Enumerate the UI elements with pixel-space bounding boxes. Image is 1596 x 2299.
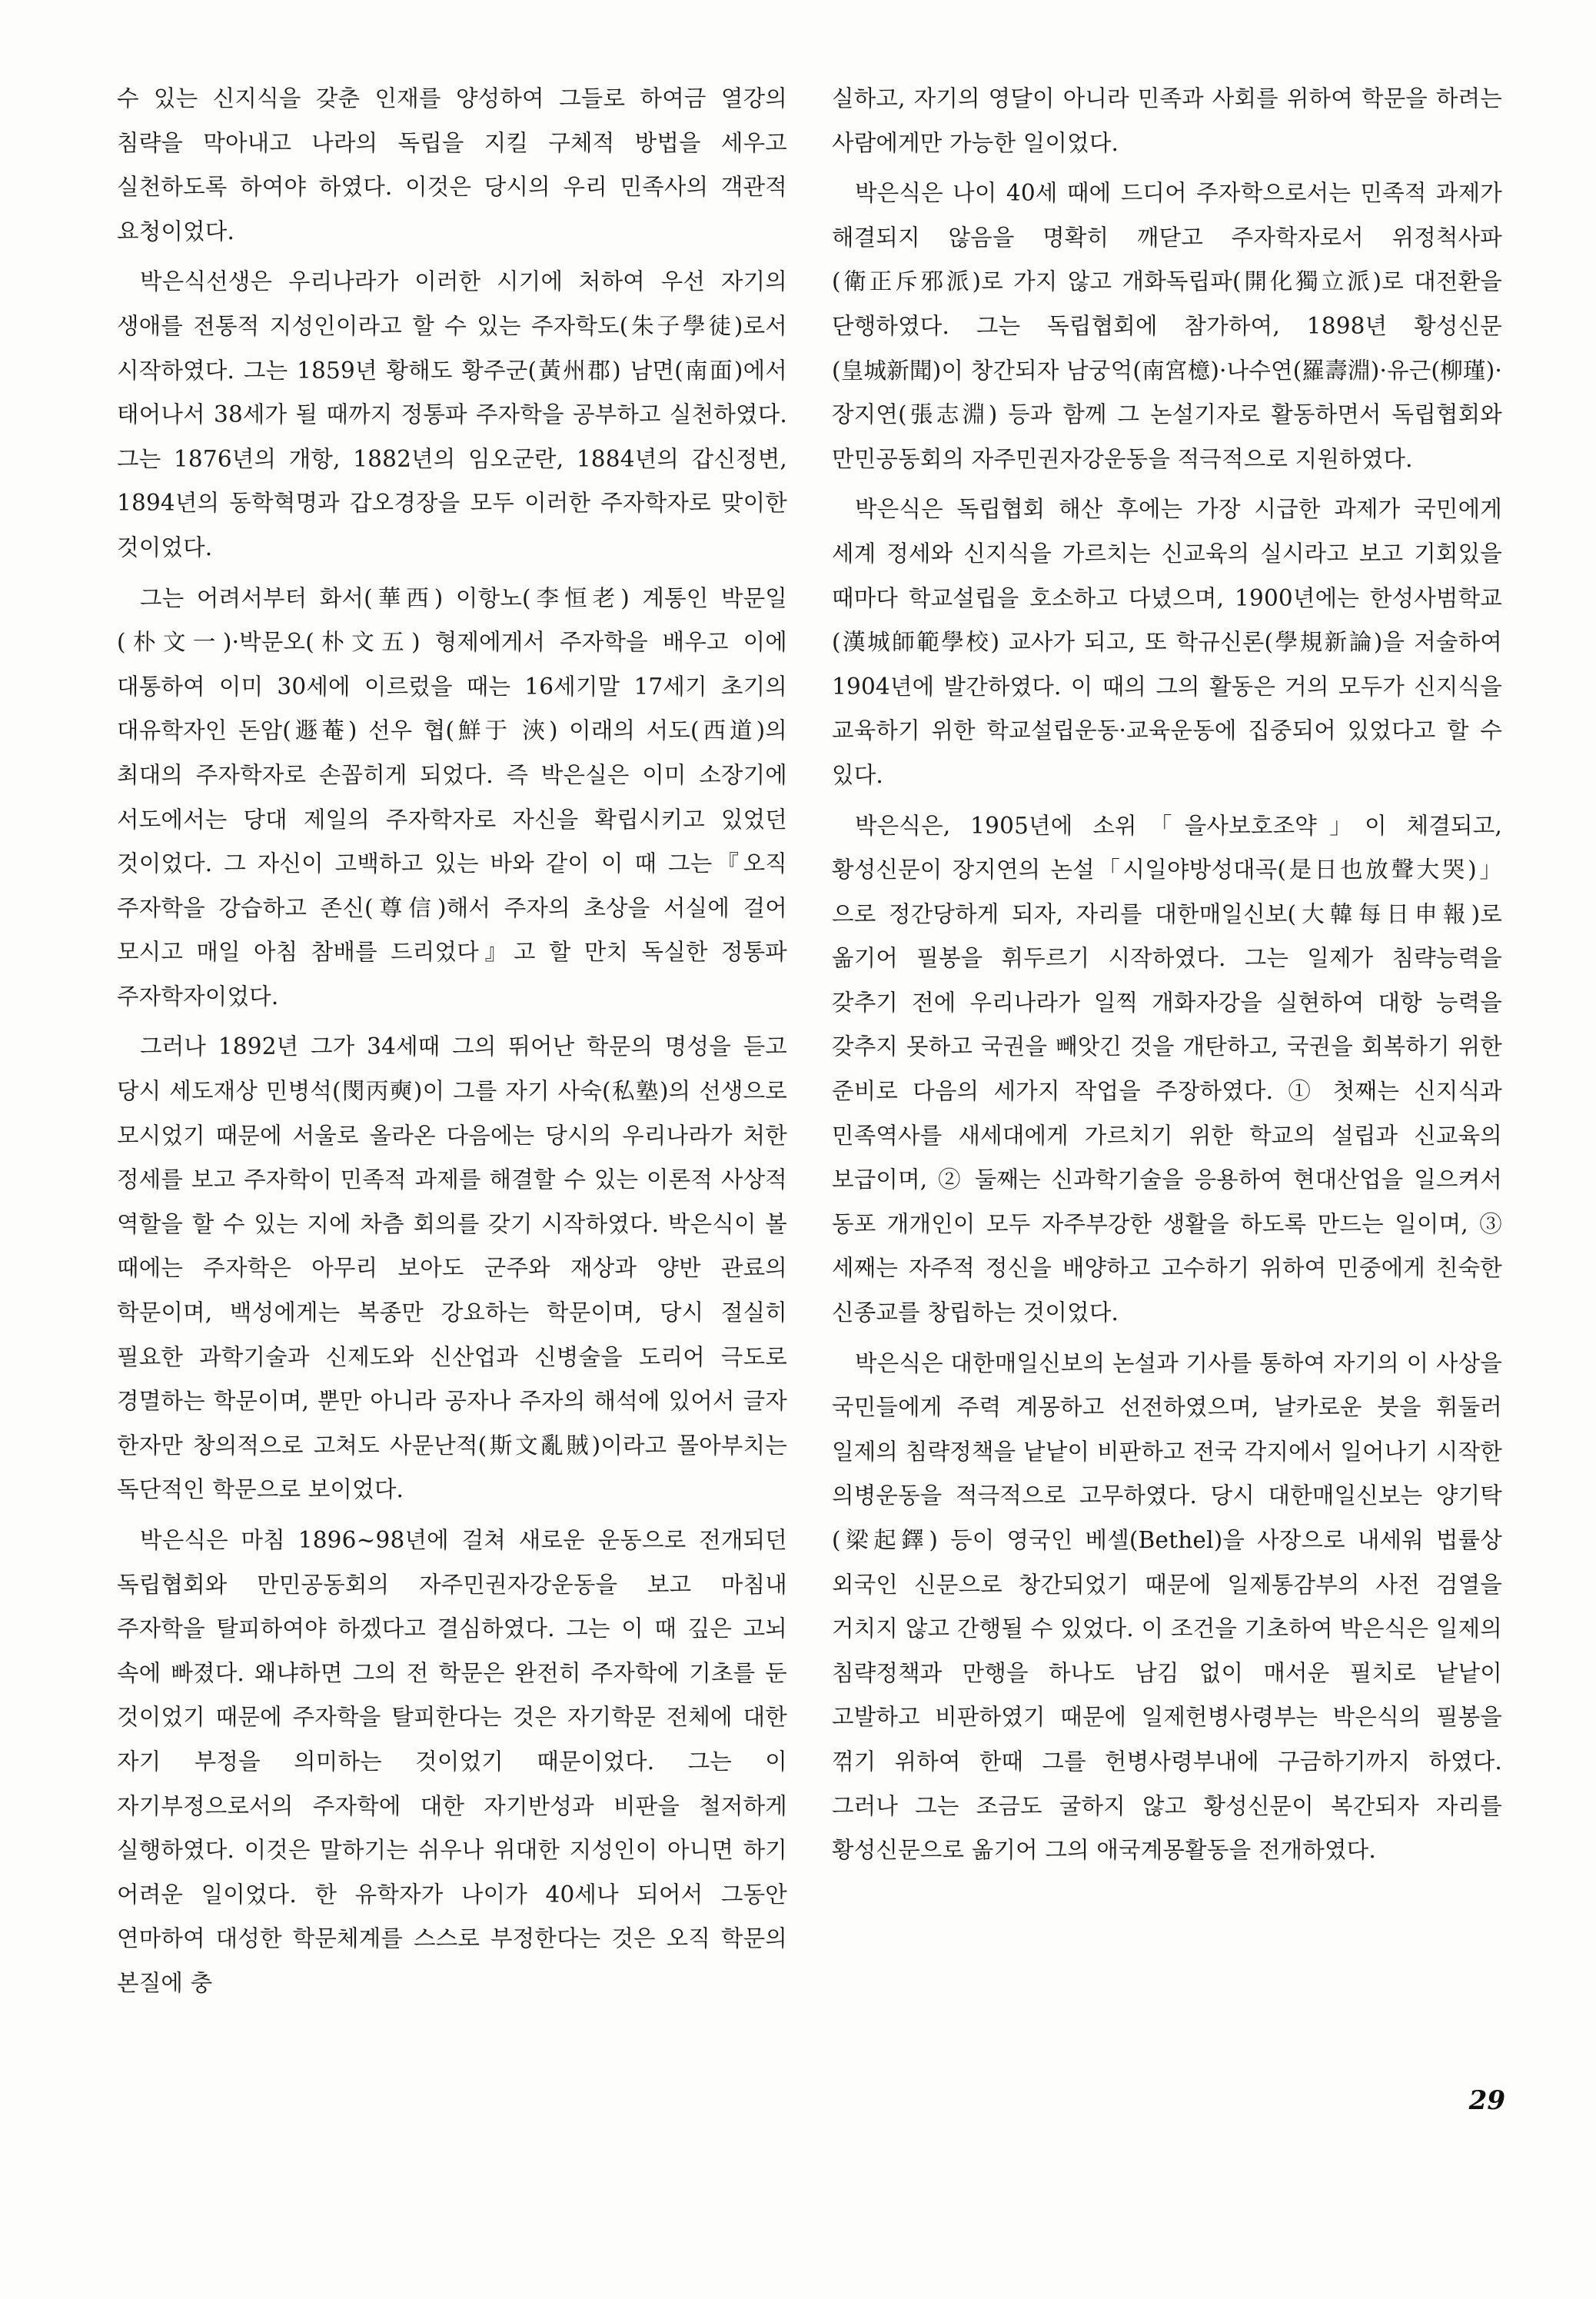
paragraph: 박은식은 대한매일신보의 논설과 기사를 통하여 자기의 이 사상을 국민들에게 주력 계몽하고 선전하였으며, 날카로운 붓을 휘둘러 일제의 침략정책을 낱낱이 비판하고 전국 각지에서 일어나기 시작한 의병운동을 적극적으로 고무하였다. 당시 대한매일신보는 양기탁(梁起鐸) 등이 영국인 베셀(Bethel)을 사장으로 내세워 법률상 외국인 신문으로 창간되었기 때문에 일제통감부의 사전 검열을 거치지 않고 간행될 수 있었다. 이 조건을 기초하여 박은식은 일제의 침략정책과 만행을 하나도 남김 없이 매서운 필치로 낱낱이 고발하고 비판하였기 때문에 일제헌병사령부는 박은식의 필봉을 꺾기 위하여 한때 그를 헌병사령부내에 구금하기까지 하였다. 그러나 그는 조금도 굴하지 않고 황성신문이 복간되자 자리를 황성신문으로 옮기어 그의 애국계몽활동을 전개하였다. bbox=[832, 1349, 1502, 1864]
paragraph: 박은식은, 1905년에 소위「을사보호조약」이 체결되고, 황성신문이 장지연의 논설「시일야방성대곡(是日也放聲大哭)」으로 정간당하게 되자, 자리를 대한매일신보(大韓每日申報)로 옮기어 필봉을 휘두르기 시작하였다. 그는 일제가 침략능력을 갖추기 전에 우리나라가 일찍 개화자강을 실현하여 대항 능력을 갖추지 못하고 국권을 빼앗긴 것을 개탄하고, 국권을 회복하기 위한 준비로 다음의 세가지 작업을 주장하였다. ① 첫째는 신지식과 민족역사를 새세대에게 가르치기 위한 학교의 설립과 신교육의 보급이며, ② 둘째는 신과학기술을 응용하여 현대산업을 일으켜서 동포 개개인이 모두 자주부강한 생활을 하도록 만드는 일이며, ③ 세째는 자주적 정신을 배양하고 고수하기 위하여 민중에게 친숙한 신종교를 창립하는 것이었다. bbox=[832, 812, 1502, 1326]
right-column bbox=[832, 77, 1502, 1879]
page-number: 29 bbox=[1468, 2085, 1505, 2116]
paragraph: 박은식은 마침 1896~98년에 걸쳐 새로운 운동으로 전개되던 독립협회와 만민공동회의 자주민권자강운동을 보고 마침내 주자학을 탈피하여야 하겠다고 결심하였다. 그는 이 때 깊은 고뇌 속에 빠졌다. 왜냐하면 그의 전 학문은 완전히 주자학에 기초를 둔 것이었기 때문에 주자학을 탈피한다는 것은 자기학문 전체에 대한 자기 부정을 의미하는 것이었기 때문이었다. 그는 이 자기부정으로서의 주자학에 대한 자기반성과 비판을 철저하게 실행하였다. 이것은 말하기는 쉬우나 위대한 지성인이 아니면 하기 어려운 일이었다. 한 유학자가 나이가 40세나 되어서 그동안 연마하여 대성한 학문체계를 스스로 부정한다는 것은 오직 학문의 본질에 충 bbox=[117, 1527, 787, 1996]
paragraph: 실하고, 자기의 영달이 아니라 민족과 사회를 위하여 학문을 하려는 사람에게만 가능한 일이었다. bbox=[832, 85, 1502, 156]
paragraph: 그러나 1892년 그가 34세때 그의 뛰어난 학문의 명성을 듣고 당시 세도재상 민병석(閔丙奭)이 그를 자기 사숙(私塾)의 선생으로 모시었기 때문에 서울로 올라온 다음에는 당시의 우리나라가 처한 정세를 보고 주자학이 민족적 과제를 해결할 수 있는 이론적 사상적 역할을 할 수 있는 지에 차츰 회의를 갖기 시작하였다. 박은식이 볼 때에는 주자학은 아무리 보아도 군주와 재상과 양반 관료의 학문이며, 백성에게는 복종만 강요하는 학문이며, 당시 절실히 필요한 과학기술과 신제도와 신산업과 신병술을 도리어 극도로 경멸하는 학문이며, 뿐만 아니라 공자나 주자의 해석에 있어서 글자 한자만 창의적으로 고쳐도 사문난적(斯文亂賊)이라고 몰아부치는 독단적인 학문으로 보이었다. bbox=[117, 1033, 787, 1503]
paragraph: 수 있는 신지식을 갖춘 인재를 양성하여 그들로 하여금 열강의 침략을 막아내고 나라의 독립을 지킬 구체적 방법을 세우고 실천하도록 하여야 하였다. 이것은 당시의 우리 민족사의 객관적 요청이었다. bbox=[117, 85, 787, 245]
left-column bbox=[117, 77, 787, 2012]
paragraph: 박은식선생은 우리나라가 이러한 시기에 처하여 우선 자기의 생애를 전통적 지성인이라고 할 수 있는 주자학도(朱子學徒)로서 시작하였다. 그는 1859년 황해도 황주군(黃州郡) 남면(南面)에서 태어나서 38세가 될 때까지 정통파 주자학을 공부하고 실천하였다. 그는 1876년의 개항, 1882년의 임오군란, 1884년의 갑신정변, 1894년의 동학혁명과 갑오경장을 모두 이러한 주자학자로 맞이한 것이었다. bbox=[117, 268, 787, 561]
paragraph: 박은식은 나이 40세 때에 드디어 주자학으로서는 민족적 과제가 해결되지 않음을 명확히 깨닫고 주자학자로서 위정척사파(衛正斥邪派)로 가지 않고 개화독립파(開化獨立派)로 대전환을 단행하였다. 그는 독립협회에 참가하여, 1898년 황성신문(皇城新聞)이 창간되자 남궁억(南宮檍)·나수연(羅壽淵)·유근(柳瑾)·장지연(張志淵) 등과 함께 그 논설기자로 활동하면서 독립협회와 만민공동회의 자주민권자강운동을 적극적으로 지원하였다. bbox=[832, 180, 1502, 472]
paragraph: 그는 어려서부터 화서(華西) 이항노(李恒老) 계통인 박문일(朴文一)·박문오(朴文五) 형제에게서 주자학을 배우고 이에 대통하여 이미 30세에 이르렀을 때는 16세기말 17세기 초기의 대유학자인 돈암(遯菴) 선우 협(鮮于 浹) 이래의 서도(西道)의 최대의 주자학자로 손꼽히게 되었다. 즉 박은실은 이미 소장기에 서도에서는 당대 제일의 주자학자로 자신을 확립시키고 있었던 것이었다. 그 자신이 고백하고 있는 바와 같이 이 때 그는『오직 주자학을 강습하고 존신(尊信)해서 주자의 초상을 서실에 걸어 모시고 매일 아침 참배를 드리었다』고 할 만치 독실한 정통파 주자학자이었다. bbox=[117, 584, 787, 1010]
paragraph: 박은식은 독립협회 해산 후에는 가장 시급한 과제가 국민에게 세계 정세와 신지식을 가르치는 신교육의 실시라고 보고 기회있을 때마다 학교설립을 호소하고 다녔으며, 1900년에는 한성사범학교(漢城師範學校) 교사가 되고, 또 학규신론(學規新論)을 저술하여 1904년에 발간하였다. 이 때의 그의 활동은 거의 모두가 신지식을 교육하기 위한 학교설립운동·교육운동에 집중되어 있었다고 할 수 있다. bbox=[832, 496, 1502, 788]
